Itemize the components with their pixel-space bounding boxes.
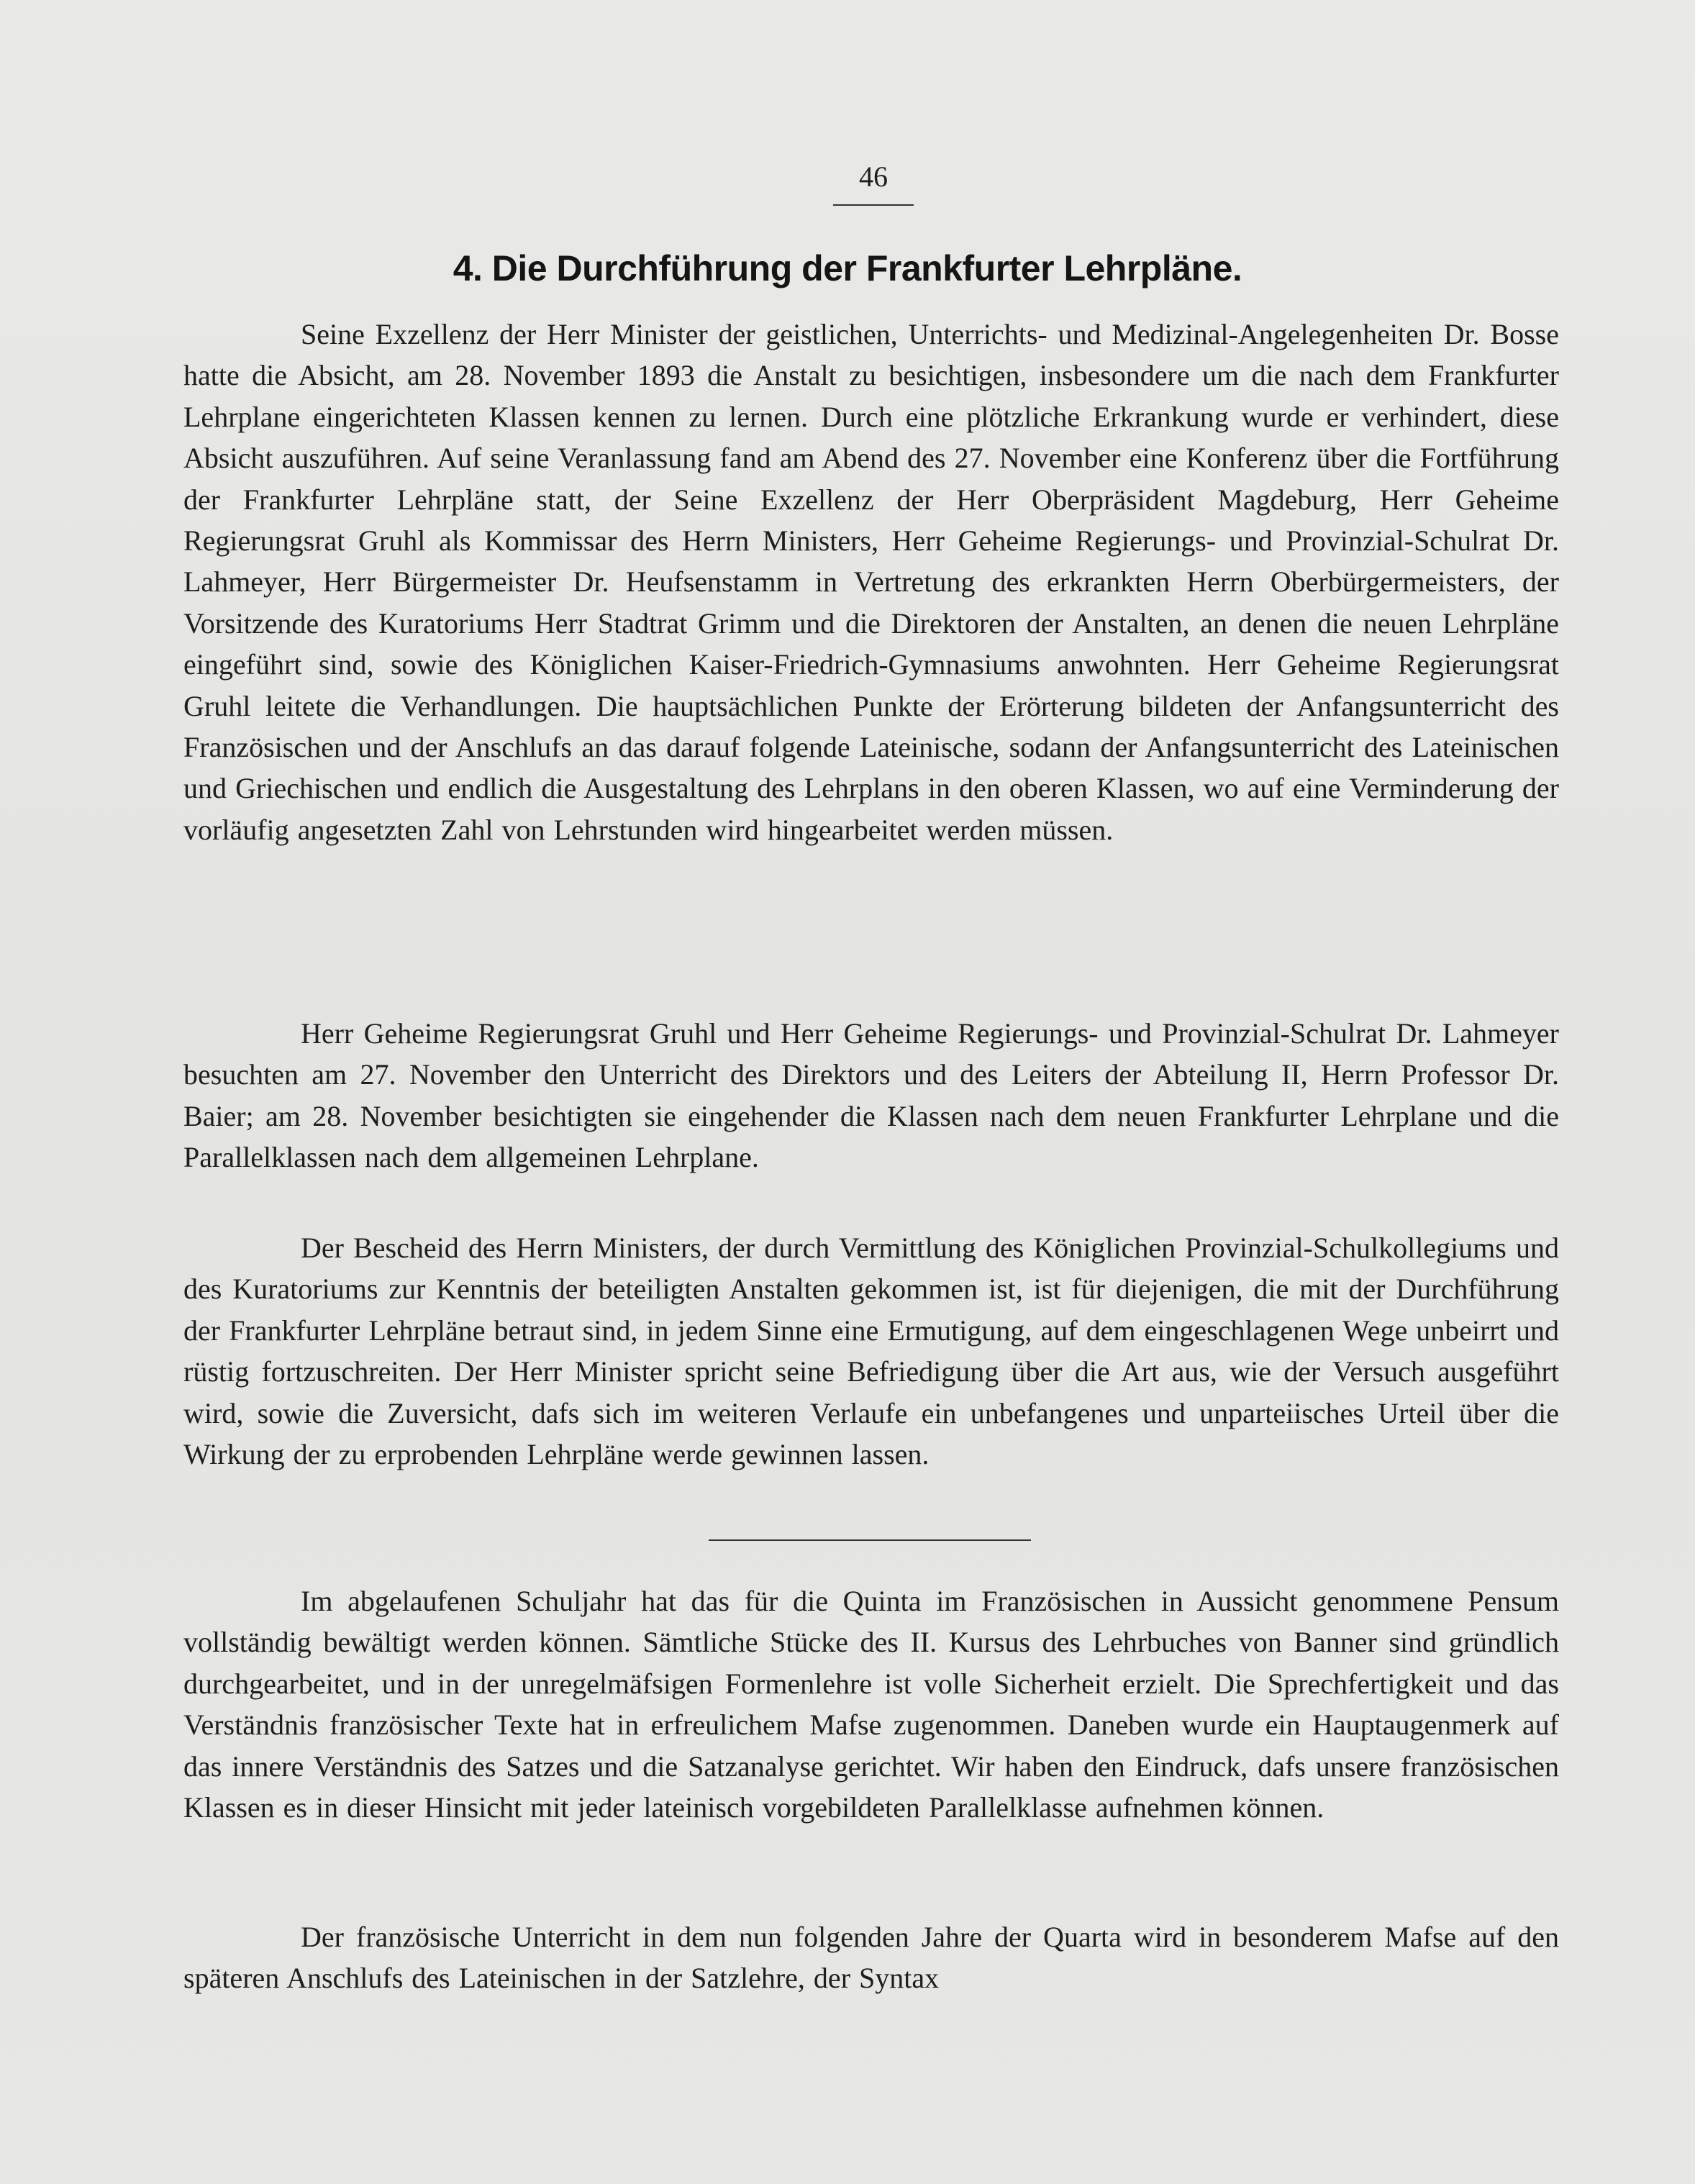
paragraph-1-block — [183, 314, 1559, 850]
paragraph: Der französische Unterricht in dem nun folgenden Jahre der Quarta wird in besonderem Mafse auf den späteren Anschlufs des Lateinischen in der Satzlehre, der Syntax — [183, 1921, 1559, 1995]
section-heading: 4. Die Durchführung der Frankfurter Lehrpläne. — [453, 248, 1242, 288]
paragraph: Im abgelaufenen Schuljahr hat das für die Quinta im Französischen in Aussicht genommene Pensum vollständig bewältigt werden können. Sämtliche Stücke des II. Kursus des Lehrbuches von Banner sind gründlich durchgearbeitet, und in der unregelmäfsigen Formenlehre ist volle Sicherheit erzielt. Die Sprechfertigkeit und das Verständnis französischer Texte hat in erfreulichem Mafse zugenommen. Daneben wurde ein Hauptaugenmerk auf das innere Verständnis des Satzes und die Satzanalyse gerichtet. Wir haben den Eindruck, dafs unsere französischen Klassen es in dieser Hinsicht mit jeder lateinisch vorgebildeten Parallelklasse aufnehmen können. — [183, 1585, 1559, 1824]
paragraph: Seine Exzellenz der Herr Minister der geistlichen, Unterrichts- und Medizinal-Angelegenheiten Dr. Bosse hatte die Absicht, am 28. November 1893 die Anstalt zu besichtigen, insbesondere um die nach dem Frankfurter Lehrplane eingerichteten Klassen kennen zu lernen. Durch eine plötzliche Erkrankung wurde er verhindert, diese Absicht auszuführen. Auf seine Veranlassung fand am Abend des 27. November eine Konferenz über die Fortführung der Frankfurter Lehrpläne statt, der Seine Exzellenz der Herr Oberpräsident Magdeburg, Herr Geheime Regierungsrat Gruhl als Kommissar des Herrn Ministers, Herr Geheime Regierungs- und Provinzial-Schulrat Dr. Lahmeyer, Herr Bürgermeister Dr. Heufsenstamm in Vertretung des erkrankten Herrn Oberbürgermeisters, der Vorsitzende des Kuratoriums Herr Stadtrat Grimm und die Direktoren der Anstalten, an denen die neuen Lehrpläne eingeführt sind, sowie des Königlichen Kaiser-Friedrich-Gymnasiums anwohnten. Herr Geheime Regierungsrat Gruhl leitete die Verhandlungen. Die hauptsächlichen Punkte der Erörterung bildeten der Anfangsunterricht des Französischen und der Anschlufs an das darauf folgende Lateinische, sodann der Anfangsunterricht des Lateinischen und Griechischen und endlich die Ausgestaltung des Lehrplans in den oberen Klassen, wo auf eine Verminderung der vorläufig angesetzten Zahl von Lehrstunden wird hingearbeitet werden müssen. — [183, 318, 1559, 846]
paragraph-2-block — [183, 1013, 1559, 1178]
paragraph-4-block — [183, 1580, 1559, 1828]
paragraph-3-block — [183, 1227, 1559, 1475]
section-divider — [709, 1539, 1031, 1541]
paragraph: Herr Geheime Regierungsrat Gruhl und Herr Geheime Regierungs- und Provinzial-Schulrat Dr. Lahmeyer besuchten am 27. November den Unterricht des Direktors und des Leiters der Abteilung II, Herrn Professor Dr. Baier; am 28. November besichtigten sie eingehender die Klassen nach dem neuen Frankfurter Lehrplane und die Parallelklassen nach dem allgemeinen Lehrplane. — [183, 1017, 1559, 1174]
page-number: 46 — [833, 163, 914, 206]
paragraph: Der Bescheid des Herrn Ministers, der durch Vermittlung des Königlichen Provinzial-Schulkollegiums und des Kuratoriums zur Kenntnis der beteiligten Anstalten gekommen ist, ist für diejenigen, die mit der Durchführung der Frankfurter Lehrpläne betraut sind, in jedem Sinne eine Ermutigung, auf dem eingeschlagenen Wege unbeirrt und rüstig fortzuschreiten. Der Herr Minister spricht seine Befriedigung über die Art aus, wie der Versuch ausgeführt wird, sowie die Zuversicht, dafs sich im weiteren Verlaufe ein unbefangenes und unparteiisches Urteil über die Wirkung der zu erprobenden Lehrpläne werde gewinnen lassen. — [183, 1232, 1559, 1471]
paragraph-5-block — [183, 1916, 1559, 1999]
